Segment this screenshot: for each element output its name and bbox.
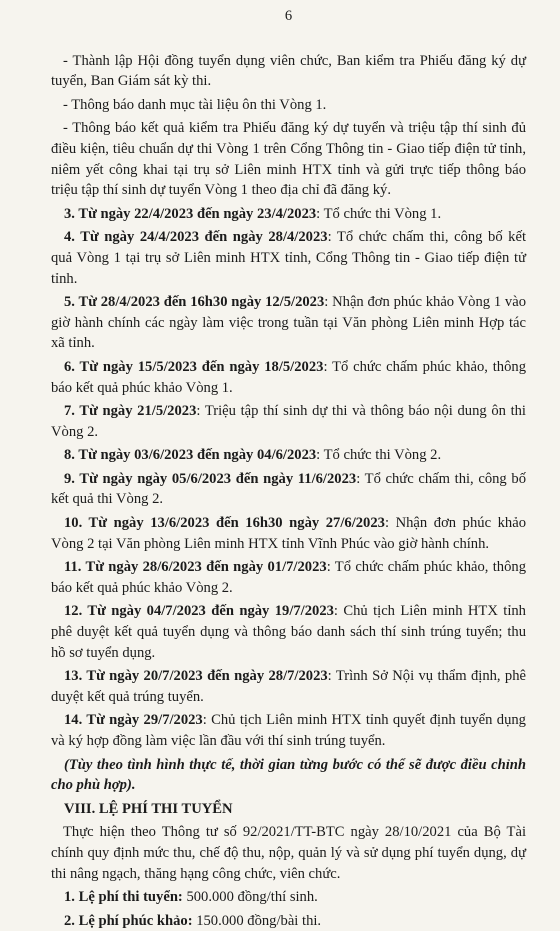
schedule-text: : Tổ chức chấm phúc khảo, thông báo kết quả phúc khảo Vòng 1. [51, 358, 526, 396]
schedule-item [51, 227, 526, 289]
schedule-item [51, 557, 526, 598]
schedule-date: 5. Từ 28/4/2023 đến 16h30 ngày 12/5/2023 [64, 294, 325, 311]
schedule-date: 6. Từ ngày 15/5/2023 đến ngày 18/5/2023 [64, 358, 324, 375]
schedule-text: : Trình Sở Nội vụ thẩm định, phê duyệt kết quả trúng tuyển. [51, 668, 526, 705]
schedule-item [51, 204, 526, 225]
schedule-text: : Nhận đơn phúc khảo Vòng 1 vào giờ hành chính các ngày làm việc trong tuần tại Văn phòng Liên minh Hợp tác xã tỉnh. [51, 294, 526, 352]
section-intro: Thực hiện theo Thông tư số 92/2021/TT-BTC ngày 28/10/2021 của Bộ Tài chính quy định mức thu, chế độ thu, nộp, quản lý và sử dụng phí tuyển dụng, dự thi nâng ngạch, thăng hạng công chức, viên chức. [51, 824, 526, 882]
paragraph [51, 51, 526, 92]
schedule-date: 13. Từ ngày 20/7/2023 đến ngày 28/7/2023 [64, 668, 328, 685]
schedule-item [51, 357, 526, 398]
schedule-date: 3. Từ ngày 22/4/2023 đến ngày 23/4/2023 [64, 205, 317, 222]
schedule-text: : Tổ chức chấm thi, công bố kết quả Vòng 1 tại trụ sở Liên minh HTX tỉnh, Cổng Thông tin - Giao tiếp điện tử tỉnh. [51, 229, 526, 287]
paragraph-text: - Thông báo kết quả kiểm tra Phiếu đăng ký dự tuyển và triệu tập thí sinh đủ điều kiện, tiêu chuẩn dự thi Vòng 1 trên Cổng Thông tin - Giao tiếp điện tử tỉnh, niêm yết công khai tại trụ sở Liên minh HTX tỉnh và gửi trực tiếp thông báo triệu tập thí sinh dự tuyển Vòng 1 theo địa chỉ đã đăng ký. [51, 120, 526, 199]
fee-item [51, 887, 526, 908]
schedule-item [51, 292, 526, 354]
section-heading: VIII. LỆ PHÍ THI TUYỂN [64, 800, 233, 817]
schedule-date: 10. Từ ngày 13/6/2023 đến 16h30 ngày 27/6/2023 [64, 515, 385, 532]
schedule-note: (Tùy theo tình hình thực tế, thời gian từng bước có thể sẽ được điều chỉnh cho phù hợp). [51, 756, 526, 794]
schedule-date: 4. Từ ngày 24/4/2023 đến ngày 28/4/2023 [64, 229, 328, 246]
schedule-date: 11. Từ ngày 28/6/2023 đến ngày 01/7/2023 [64, 559, 327, 576]
schedule-text: : Triệu tập thí sinh dự thi và thông báo nội dung ôn thi Vòng 2. [51, 403, 526, 440]
schedule-text: : Tổ chức thi Vòng 2. [316, 447, 442, 464]
schedule-item [51, 601, 526, 663]
paragraph-text: - Thành lập Hội đồng tuyển dụng viên chức, Ban kiểm tra Phiếu đăng ký dự tuyển, Ban Giám sát kỳ thi. [51, 52, 526, 90]
page-number: 6 [284, 8, 293, 24]
schedule-text: : Tổ chức chấm thi, công bố kết quả thi Vòng 2. [51, 470, 526, 508]
schedule-text: : Nhận đơn phúc khảo Vòng 2 tại Văn phòng Liên minh HTX tỉnh Vĩnh Phúc vào giờ hành chính. [51, 515, 526, 552]
schedule-date: 7. Từ ngày 21/5/2023 [64, 403, 197, 420]
fee-label: 1. Lệ phí thi tuyển: [64, 889, 183, 906]
schedule-item [51, 469, 526, 510]
schedule-text: : Tổ chức thi Vòng 1. [316, 205, 442, 222]
fee-value: 150.000 đồng/bài thi. [192, 912, 322, 929]
schedule-text: : Chủ tịch Liên minh HTX tỉnh phê duyệt kết quả tuyển dụng và thông báo danh sách thí sinh trúng tuyển; thu hồ sơ tuyển dụng. [51, 603, 526, 661]
schedule-text: : Tổ chức chấm phúc khảo, thông báo kết quả phúc khảo Vòng 2. [51, 559, 526, 596]
schedule-date: 14. Từ ngày 29/7/2023 [64, 712, 203, 729]
paragraph [51, 95, 526, 116]
schedule-text: : Chủ tịch Liên minh HTX tỉnh quyết định tuyển dụng và ký hợp đồng làm việc lần đầu với thí sinh trúng tuyển. [51, 712, 526, 749]
schedule-date: 9. Từ ngày ngày 05/6/2023 đến ngày 11/6/2023 [64, 470, 357, 487]
paragraph [51, 118, 526, 200]
schedule-item [51, 513, 526, 554]
schedule-item [51, 710, 526, 751]
schedule-item [51, 401, 526, 442]
fee-label: 2. Lệ phí phúc khảo: [64, 912, 193, 929]
fee-item [51, 911, 526, 931]
schedule-item [51, 445, 526, 466]
schedule-date: 12. Từ ngày 04/7/2023 đến ngày 19/7/2023 [64, 603, 334, 620]
paragraph-text: - Thông báo danh mục tài liệu ôn thi Vòng 1. [63, 96, 327, 113]
schedule-item [51, 666, 526, 707]
fee-value: 500.000 đồng/thí sinh. [182, 889, 318, 906]
schedule-date: 8. Từ ngày 03/6/2023 đến ngày 04/6/2023 [64, 447, 317, 464]
